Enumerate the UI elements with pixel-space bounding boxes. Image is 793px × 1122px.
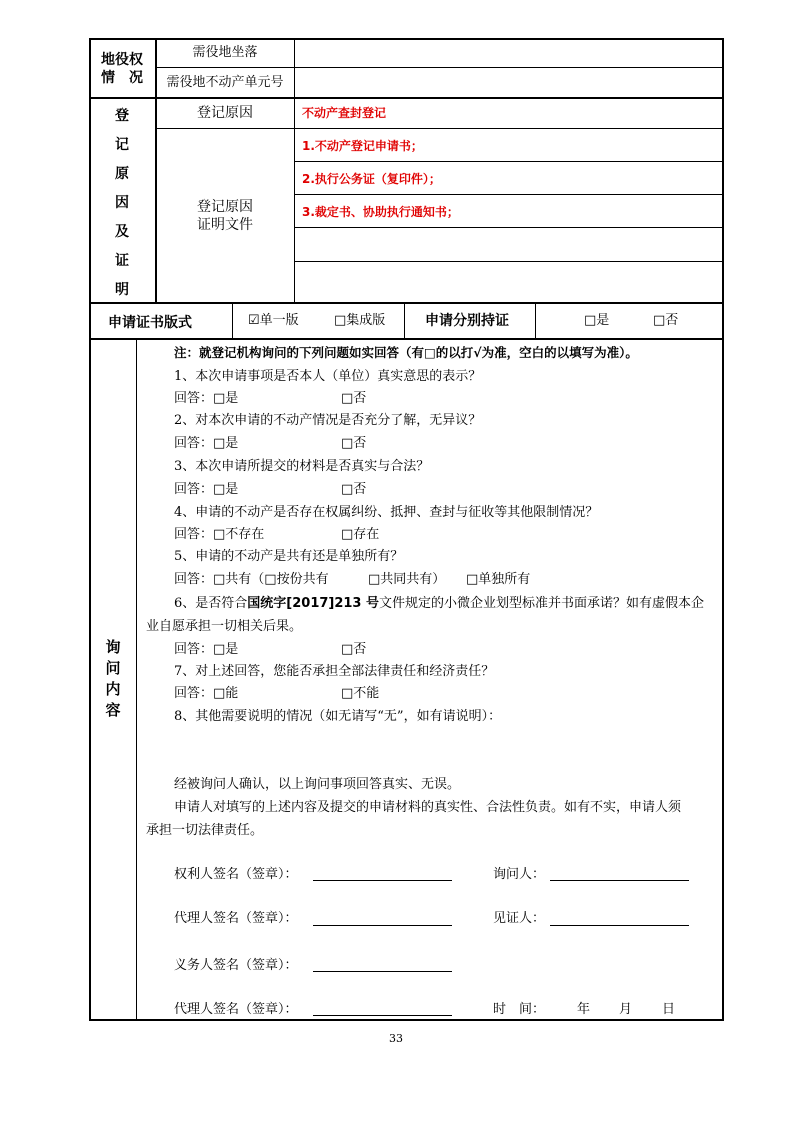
divider	[294, 38, 295, 98]
location-field[interactable]	[296, 40, 722, 66]
question-6-continued: 业自愿承担一切相关后果。	[146, 619, 303, 634]
divider	[155, 67, 723, 68]
question-5: 5、申请的不动产是共有还是单独所有？	[174, 549, 404, 564]
answer-7-cannot[interactable]: □不能	[341, 686, 380, 701]
doc-item[interactable]: 1.不动产登记申请书；	[302, 139, 423, 153]
time-label: 时 间：	[493, 1002, 546, 1017]
divider	[294, 161, 723, 162]
unit-number-field[interactable]	[296, 69, 722, 96]
answer-4-exist[interactable]: □存在	[341, 527, 380, 542]
inquiry-note: 注：就登记机构询问的下列问题如实回答（有□的以打√为准，空白的以填写为准）。	[174, 345, 638, 360]
location-label: 需役地坐落	[192, 45, 258, 60]
inquirer-signature-line[interactable]	[550, 880, 689, 881]
obligor-signature-label: 义务人签名（签章）：	[174, 958, 298, 973]
divider	[89, 302, 724, 304]
integrated-version-checkbox[interactable]: □集成版	[334, 313, 386, 328]
doc-item[interactable]	[296, 229, 722, 260]
question-2: 2、对本次申请的不动产情况是否充分了解，无异议？	[174, 413, 482, 428]
witness-label: 见证人：	[493, 911, 546, 926]
year-label: 年	[577, 1002, 591, 1017]
divider	[89, 338, 724, 340]
answer-1-no[interactable]: □否	[341, 391, 367, 406]
separate-holding-label: 申请分别持证	[425, 313, 509, 329]
question-4: 4、申请的不动产是否存在权属纠纷、抵押、查封与征收等其他限制情况？	[174, 505, 599, 520]
agent-signature-line-2[interactable]	[313, 1015, 452, 1016]
applicant-statement-continued: 承担一切法律责任。	[146, 823, 264, 838]
doc-item[interactable]: 3.裁定书、协助执行通知书；	[302, 205, 459, 219]
month-label: 月	[619, 1002, 633, 1017]
agent-signature-line[interactable]	[313, 925, 452, 926]
answer-1-yes[interactable]: 回答：□是	[174, 391, 239, 406]
page-number: 33	[389, 1032, 403, 1045]
no-checkbox[interactable]: □否	[653, 313, 679, 328]
question-1: 1、本次申请事项是否本人（单位）真实意思的表示？	[174, 369, 482, 384]
agent-signature-label-2: 代理人签名（签章）：	[174, 1002, 298, 1017]
doc-item[interactable]	[296, 263, 722, 301]
servitude-header: 地役权 情 况	[101, 52, 143, 86]
question-7: 7、对上述回答，您能否承担全部法律责任和经济责任？	[174, 664, 495, 679]
obligor-signature-line[interactable]	[313, 971, 452, 972]
divider	[404, 302, 405, 338]
inquiry-side-label: 询 问 内 容	[105, 638, 121, 719]
doc-item[interactable]: 2.执行公务证（复印件）；	[302, 172, 441, 186]
certificate-format-label: 申请证书版式	[108, 315, 192, 331]
reason-label: 登记原因	[197, 105, 253, 121]
docs-label: 登记原因 证明文件	[197, 199, 253, 233]
answer-6-no[interactable]: □否	[341, 642, 367, 657]
agent-signature-label: 代理人签名（签章）：	[174, 911, 298, 926]
applicant-statement: 申请人对填写的上述内容及提交的申请材料的真实性、合法性负责。如有不实，申请人须	[174, 800, 682, 815]
divider	[136, 338, 137, 1021]
question-6: 6、是否符合国统字[2017]213 号文件规定的小微企业划型标准并书面承诺？如有虚假本企	[174, 596, 705, 611]
answer-2-no[interactable]: □否	[341, 436, 367, 451]
rights-holder-signature-label: 权利人签名（签章）：	[174, 867, 298, 882]
registration-side-label: 登 记 原 因 及 证 明	[115, 108, 129, 298]
rights-holder-signature-line[interactable]	[313, 880, 452, 881]
single-version-checkbox[interactable]: ☑单一版	[248, 313, 299, 328]
confirmation-text: 经被询问人确认，以上询问事项回答真实、无误。	[174, 777, 461, 792]
divider	[155, 128, 723, 129]
day-label: 日	[662, 1002, 676, 1017]
unit-number-label: 需役地不动产单元号	[166, 75, 284, 90]
answer-3-yes[interactable]: 回答：□是	[174, 482, 239, 497]
answer-5-shared[interactable]: 回答：□共有（□按份共有	[174, 572, 329, 587]
answer-5-single[interactable]: □单独所有	[466, 572, 531, 587]
answer-2-yes[interactable]: 回答：□是	[174, 436, 239, 451]
inquirer-label: 询问人：	[493, 867, 546, 882]
reason-value[interactable]: 不动产查封登记	[302, 106, 387, 120]
answer-7-can[interactable]: 回答：□能	[174, 686, 239, 701]
answer-6-yes[interactable]: 回答：□是	[174, 642, 239, 657]
witness-signature-line[interactable]	[550, 925, 689, 926]
answer-3-no[interactable]: □否	[341, 482, 367, 497]
divider	[232, 302, 233, 338]
divider	[294, 261, 723, 262]
question-8: 8、其他需要说明的情况（如无请写“无”，如有请说明）：	[174, 709, 502, 724]
answer-5-joint[interactable]: □共同共有）	[368, 572, 446, 587]
divider	[294, 227, 723, 228]
other-notes-field[interactable]	[146, 730, 716, 770]
question-3: 3、本次申请所提交的材料是否真实与合法？	[174, 459, 430, 474]
divider	[294, 194, 723, 195]
yes-checkbox[interactable]: □是	[584, 313, 610, 328]
divider	[89, 97, 724, 99]
divider	[535, 302, 536, 338]
answer-4-not-exist[interactable]: 回答：□不存在	[174, 527, 265, 542]
